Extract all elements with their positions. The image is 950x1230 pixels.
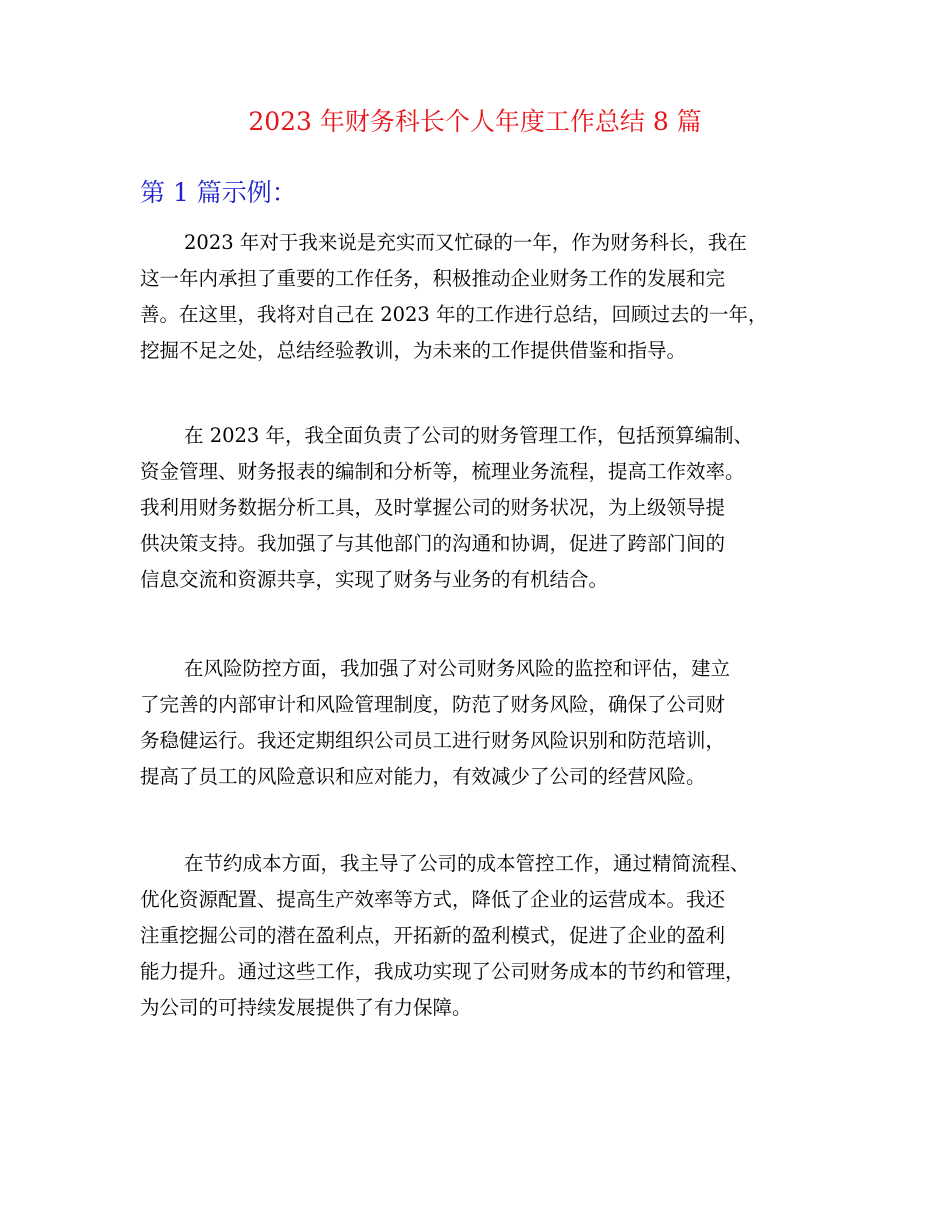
paragraph-line: 2023 年对于我来说是充实而又忙碌的一年，作为财务科长，我在 bbox=[184, 231, 747, 254]
paragraph-1 bbox=[140, 225, 840, 369]
paragraph-line: 信息交流和资源共享，实现了财务与业务的有机结合。 bbox=[140, 568, 609, 591]
paragraph-line: 这一年内承担了重要的工作任务，积极推动企业财务工作的发展和完 bbox=[140, 267, 726, 290]
paragraph-2 bbox=[140, 418, 840, 598]
paragraph-line: 注重挖掘公司的潜在盈利点，开拓新的盈利模式，促进了企业的盈利 bbox=[140, 924, 726, 947]
paragraph-line: 供决策支持。我加强了与其他部门的沟通和协调，促进了跨部门间的 bbox=[140, 532, 726, 555]
paragraph-line: 在 2023 年，我全面负责了公司的财务管理工作，包括预算编制、 bbox=[184, 424, 754, 447]
paragraph-line: 在节约成本方面，我主导了公司的成本管控工作，通过精简流程、 bbox=[184, 852, 750, 875]
paragraph-line: 务稳健运行。我还定期组织公司员工进行财务风险识别和防范培训， bbox=[140, 729, 726, 752]
section-heading: 第 1 篇示例： bbox=[140, 178, 297, 207]
paragraph-4 bbox=[140, 846, 840, 1026]
paragraph-line: 善。在这里，我将对自己在 2023 年的工作进行总结，回顾过去的一年， bbox=[140, 303, 768, 326]
paragraph-line: 挖掘不足之处，总结经验教训，为未来的工作提供借鉴和指导。 bbox=[140, 339, 687, 362]
paragraph-line: 在风险防控方面，我加强了对公司财务风险的监控和评估，建立 bbox=[184, 657, 731, 680]
paragraph-3 bbox=[140, 651, 840, 795]
document-title: 2023 年财务科长个人年度工作总结 8 篇 bbox=[248, 107, 702, 136]
paragraph-line: 我利用财务数据分析工具，及时掌握公司的财务状况，为上级领导提 bbox=[140, 496, 726, 519]
paragraph-line: 优化资源配置、提高生产效率等方式，降低了企业的运营成本。我还 bbox=[140, 888, 726, 911]
paragraph-line: 资金管理、财务报表的编制和分析等，梳理业务流程，提高工作效率。 bbox=[140, 460, 745, 483]
paragraph-line: 能力提升。通过这些工作，我成功实现了公司财务成本的节约和管理， bbox=[140, 960, 745, 983]
paragraph-line: 为公司的可持续发展提供了有力保障。 bbox=[140, 996, 472, 1019]
paragraph-line: 了完善的内部审计和风险管理制度，防范了财务风险，确保了公司财 bbox=[140, 693, 726, 716]
paragraph-line: 提高了员工的风险意识和应对能力，有效减少了公司的经营风险。 bbox=[140, 765, 706, 788]
